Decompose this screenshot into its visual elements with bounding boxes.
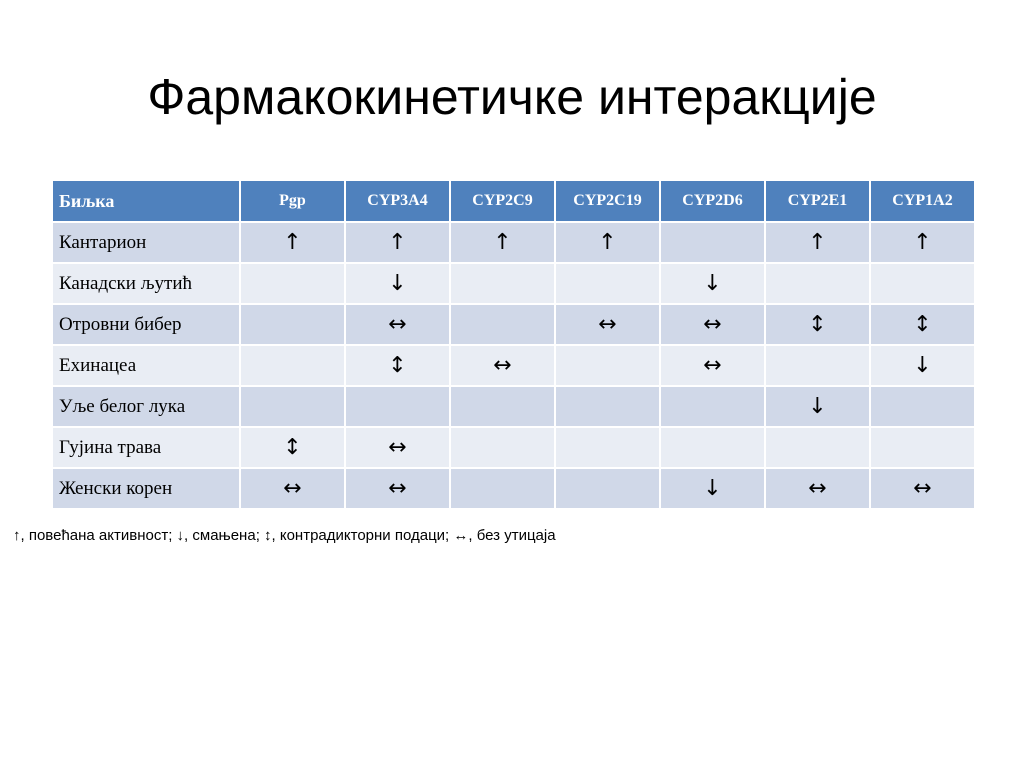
effect-cell: ↕ xyxy=(240,427,345,468)
table-row xyxy=(52,427,975,468)
effect-cell: ↑ xyxy=(345,222,450,263)
effect-cell: ↔ xyxy=(450,345,555,386)
effect-cell: ↑ xyxy=(555,222,660,263)
effect-cell: ↓ xyxy=(765,386,870,427)
effect-cell xyxy=(555,427,660,468)
effect-cell xyxy=(450,304,555,345)
effect-cell xyxy=(240,386,345,427)
table-row xyxy=(52,304,975,345)
effect-cell xyxy=(450,427,555,468)
effect-cell: ↕ xyxy=(765,304,870,345)
column-header-pgp: Pgp xyxy=(240,180,345,222)
table-row xyxy=(52,468,975,509)
table-row xyxy=(52,263,975,304)
effect-cell: ↔ xyxy=(345,468,450,509)
effect-cell xyxy=(870,386,975,427)
column-header-cyp2c19: CYP2C19 xyxy=(555,180,660,222)
effect-cell: ↔ xyxy=(345,304,450,345)
plant-name-cell: Женски корен xyxy=(52,468,240,509)
effect-cell xyxy=(345,386,450,427)
table-row xyxy=(52,222,975,263)
plant-name-cell: Ехинацеа xyxy=(52,345,240,386)
effect-cell xyxy=(555,386,660,427)
effect-cell xyxy=(450,386,555,427)
effect-cell xyxy=(240,263,345,304)
effect-cell: ↔ xyxy=(555,304,660,345)
effect-cell xyxy=(555,468,660,509)
effect-cell: ↔ xyxy=(660,304,765,345)
effect-cell xyxy=(870,427,975,468)
table-row xyxy=(52,386,975,427)
table-header-row xyxy=(52,180,975,222)
effect-cell xyxy=(765,345,870,386)
effect-cell xyxy=(660,427,765,468)
plant-name-cell: Канадски љутић xyxy=(52,263,240,304)
effect-cell: ↑ xyxy=(240,222,345,263)
effect-cell: ↓ xyxy=(345,263,450,304)
plant-name-cell: Кантарион xyxy=(52,222,240,263)
effect-cell: ↕ xyxy=(870,304,975,345)
slide-title: Фармакокинетичке интеракције xyxy=(147,69,877,125)
effect-cell xyxy=(240,304,345,345)
effect-cell: ↓ xyxy=(660,468,765,509)
effect-cell xyxy=(555,263,660,304)
effect-cell xyxy=(450,263,555,304)
effect-cell: ↓ xyxy=(660,263,765,304)
column-header-cyp3a4: CYP3A4 xyxy=(345,180,450,222)
effect-cell xyxy=(450,468,555,509)
effect-cell xyxy=(870,263,975,304)
effect-cell: ↕ xyxy=(345,345,450,386)
effect-cell: ↑ xyxy=(450,222,555,263)
effect-cell: ↔ xyxy=(660,345,765,386)
effect-cell xyxy=(240,345,345,386)
effect-cell xyxy=(660,386,765,427)
effect-cell xyxy=(765,427,870,468)
effect-cell xyxy=(660,222,765,263)
interactions-table xyxy=(51,179,976,510)
plant-name-cell: Гујина трава xyxy=(52,427,240,468)
column-header-cyp2c9: CYP2C9 xyxy=(450,180,555,222)
effect-cell: ↑ xyxy=(870,222,975,263)
table-row xyxy=(52,345,975,386)
effect-cell xyxy=(555,345,660,386)
effect-cell: ↔ xyxy=(765,468,870,509)
column-header-cyp2d6: CYP2D6 xyxy=(660,180,765,222)
effect-cell: ↔ xyxy=(345,427,450,468)
effect-cell: ↓ xyxy=(870,345,975,386)
effect-cell: ↔ xyxy=(870,468,975,509)
legend-text: ↑, повећана активност; ↓, смањена; ↕, контрадикторни подаци; ↔, без утицаја xyxy=(13,527,556,544)
effect-cell: ↑ xyxy=(765,222,870,263)
plant-name-cell: Отровни бибер xyxy=(52,304,240,345)
plant-name-cell: Уље белог лука xyxy=(52,386,240,427)
effect-cell: ↔ xyxy=(240,468,345,509)
column-header-plant: Биљка xyxy=(52,180,240,222)
column-header-cyp2e1: CYP2E1 xyxy=(765,180,870,222)
effect-cell xyxy=(765,263,870,304)
column-header-cyp1a2: CYP1A2 xyxy=(870,180,975,222)
